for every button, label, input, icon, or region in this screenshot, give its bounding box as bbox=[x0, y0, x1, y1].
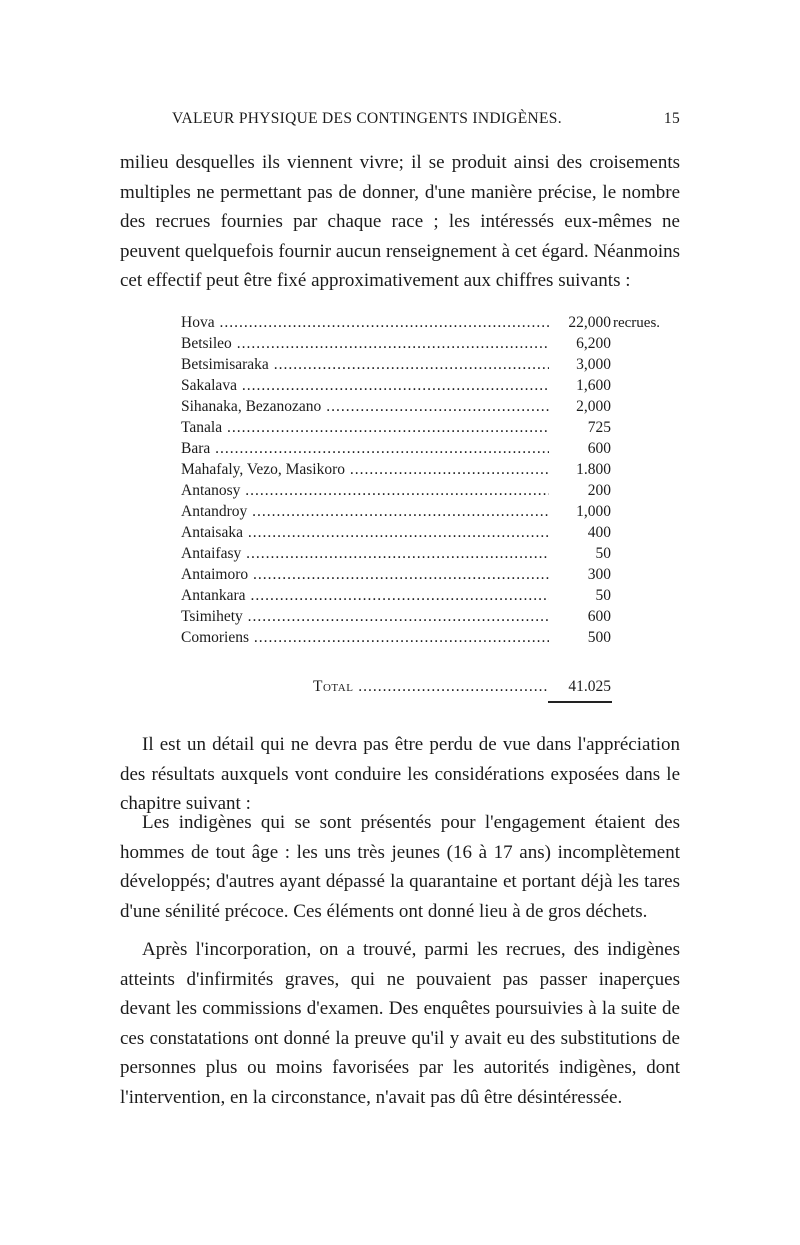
recruit-count: 1,600 bbox=[576, 377, 611, 394]
race-name: Antaisaka ..... bbox=[181, 524, 549, 542]
recruit-count: 50 bbox=[595, 545, 611, 562]
paragraph-incorporation: Après l'incorporation, on a trouvé, parmi les recrues, des indigènes atteints d'infirmités graves, qui ne pouvaient pas passer inaperçues devant les commissions d'examen. Des enquêtes poursuivies à la suite de ces constatations ont donné la preuve qu'il y avait eu des substitutions de personnes plus ou moins favorisées par les autorités indigènes, dont l'intervention, en la circonstance, n'avait pas dû être désintéressée. bbox=[120, 939, 680, 1108]
race-name: Bara ..... bbox=[181, 440, 549, 458]
race-name: Mahafaly, Vezo, Masikoro ..... bbox=[181, 461, 549, 479]
race-name: Antankara ..... bbox=[181, 587, 549, 605]
table-row bbox=[181, 335, 701, 356]
table-row bbox=[181, 482, 701, 503]
race-name: Antaifasy ..... bbox=[181, 545, 549, 563]
table-row bbox=[181, 545, 701, 566]
total-label-cell bbox=[181, 678, 549, 696]
table-row bbox=[181, 566, 701, 587]
total-rule bbox=[548, 701, 612, 703]
recruit-count: 3,000 bbox=[576, 356, 611, 373]
race-name: Antandroy ..... bbox=[181, 503, 549, 521]
race-name: Antaimoro ..... bbox=[181, 566, 549, 584]
paragraph-ages: Les indigènes qui se sont présentés pour l'engagement étaient des hommes de tout âge : les uns très jeunes (16 à 17 ans) incomplètement développés; d'autres ayant dépassé la quarantaine et portant déjà les tares d'une sénilité précoce. Ces éléments ont donné lieu à de gros déchets. bbox=[120, 812, 680, 922]
table-row bbox=[181, 524, 701, 545]
table-row bbox=[181, 629, 701, 650]
recruit-count: 300 bbox=[587, 566, 611, 583]
table-row bbox=[181, 377, 701, 398]
table-row bbox=[181, 419, 701, 440]
recruit-count: 500 bbox=[587, 629, 611, 646]
unit-label: recrues. bbox=[613, 315, 661, 331]
table-total-row bbox=[181, 678, 631, 696]
recruit-count: 725 bbox=[587, 419, 611, 436]
recruit-count: 2,000 bbox=[576, 398, 611, 415]
recruit-count: 22,000 bbox=[568, 314, 611, 331]
total-value: 41.025 bbox=[568, 678, 611, 695]
race-name: Tanala ..... bbox=[181, 419, 549, 437]
recruits-table bbox=[181, 314, 701, 650]
total-label: Total ..... bbox=[313, 678, 549, 695]
table-row bbox=[181, 440, 701, 461]
recruit-count: 6,200 bbox=[576, 335, 611, 352]
running-title: VALEUR PHYSIQUE DES CONTINGENTS INDIGÈNES. bbox=[172, 110, 562, 127]
race-name: Sihanaka, Bezanozano ..... bbox=[181, 398, 549, 416]
recruit-count: 600 bbox=[587, 608, 611, 625]
paragraph-intro: milieu desquelles ils viennent vivre; il se produit ainsi des croisements multiples ne permettant pas de donner, d'une manière précise, le nombre des recrues fournies par chaque race ; les intéressés eux-mêmes ne peuvent quelquefois fournir aucun renseignement à cet égard. Néanmoins cet effectif peut être fixé approximativement aux chiffres suivants : bbox=[120, 152, 680, 292]
race-name: Sakalava ..... bbox=[181, 377, 549, 395]
race-name: Betsimisaraka ..... bbox=[181, 356, 549, 374]
race-name: Hova ..... bbox=[181, 314, 549, 332]
table-row bbox=[181, 398, 701, 419]
race-name: Comoriens ..... bbox=[181, 629, 549, 647]
recruit-count: 50 bbox=[595, 587, 611, 604]
table-row bbox=[181, 608, 701, 629]
race-name: Antanosy ..... bbox=[181, 482, 549, 500]
recruit-count: 1.800 bbox=[576, 461, 611, 478]
running-head bbox=[120, 110, 680, 128]
recruit-count: 1,000 bbox=[576, 503, 611, 520]
table-row bbox=[181, 314, 701, 335]
recruit-count: 200 bbox=[587, 482, 611, 499]
page-number: 15 bbox=[663, 110, 680, 127]
race-name: Tsimihety ..... bbox=[181, 608, 549, 626]
recruit-count: 400 bbox=[587, 524, 611, 541]
recruit-count: 600 bbox=[587, 440, 611, 457]
table-row bbox=[181, 587, 701, 608]
paragraph-detail: Il est un détail qui ne devra pas être perdu de vue dans l'appréciation des résultats auxquels vont conduire les considérations exposées dans le chapitre suivant : bbox=[120, 734, 680, 815]
table-row bbox=[181, 461, 701, 482]
table-row bbox=[181, 503, 701, 524]
race-name: Betsileo ..... bbox=[181, 335, 549, 353]
table-row bbox=[181, 356, 701, 377]
